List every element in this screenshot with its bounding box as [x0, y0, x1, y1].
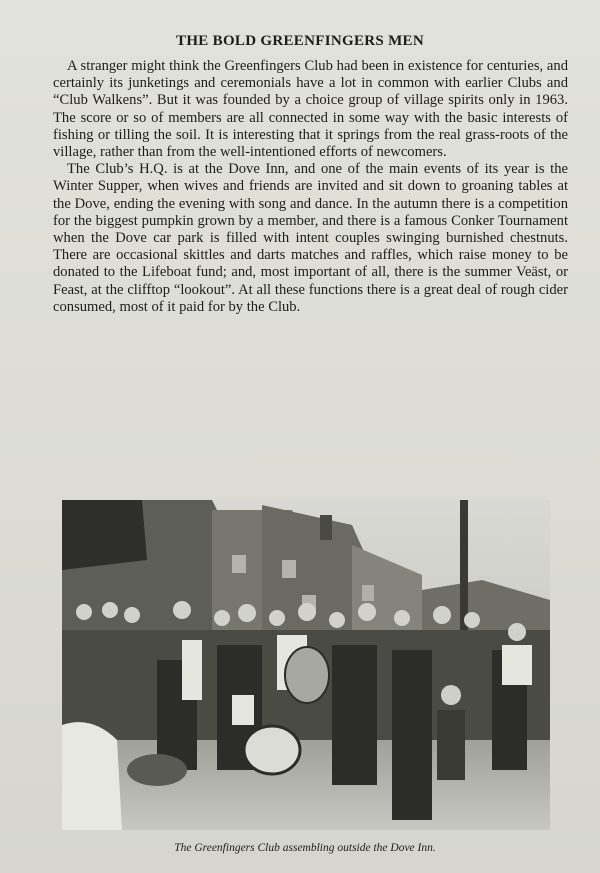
photo-caption: The Greenfingers Club assembling outside the Dove Inn. — [174, 842, 436, 854]
article-body — [53, 58, 568, 316]
photo-illustration — [62, 500, 550, 830]
paragraph-1: A stranger might think the Greenfingers Club had been in existence for centuries, and certainly its junketings and ceremonials have a lot in common with earlier Clubs and “Club Walkens”. But it was founded by a choice group of village spirits only in 1963. The score or so of members are all connected in some way with the basic interests of fishing or tilling the soil. It is interesting that it springs from the real grass-roots of the village, rather than from the well-intentioned efforts of newcomers. — [53, 58, 568, 161]
paragraph-2: The Club’s H.Q. is at the Dove Inn, and one of the main events of its year is the Winter Supper, when wives and friends are invited and sit down to groaning tables at the Dove, ending the evening with song and dance. In the autumn there is a competition for the biggest pumpkin grown by a member, and there is a famous Conker Tournament when the Dove car park is filled with intent couples swinging burnished chestnuts. There are occasional skittles and darts matches and raffles, which raise money to be donated to the Lifeboat fund; and, most important of all, there is the summer Veäst, or Feast, at the clifftop “lookout”. At all these functions there is a great deal of rough cider consumed, most of it paid for by the Club. — [53, 161, 568, 315]
article-title: THE BOLD GREENFINGERS MEN — [176, 33, 424, 49]
club-photograph — [62, 500, 550, 830]
